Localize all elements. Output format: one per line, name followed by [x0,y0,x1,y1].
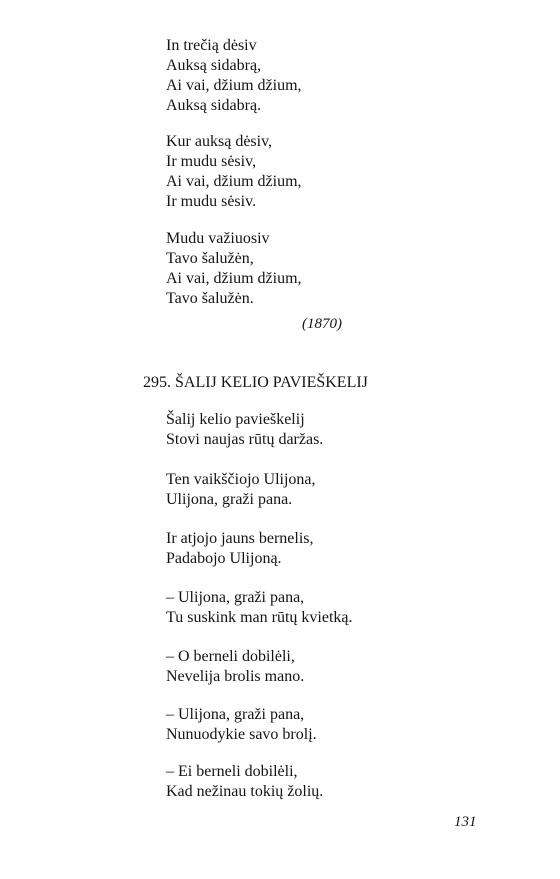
stanza [166,132,302,212]
verse-line: Kur auksą dėsiv, [166,133,273,150]
stanza [166,529,314,569]
verse-line: Nunuodykie savo brolį. [166,726,317,743]
verse-line: Ai vai, džium džium, [166,77,302,94]
verse-line: Tu suskink man rūtų kvietką. [166,609,353,626]
page-number: 131 [454,814,477,830]
verse-line: Auksą sidabrą, [166,57,262,74]
verse-line: Nevelija brolis mano. [166,668,305,685]
stanza [166,647,304,687]
verse-line: Ir atjojo jauns bernelis, [166,530,314,547]
verse-line: In trečią dėsiv [166,37,257,54]
stanza [166,36,302,116]
poem-year: (1870) [302,316,342,332]
verse-line: Mudu važiuosiv [166,230,270,247]
verse-line: Ai vai, džium džium, [166,270,302,287]
verse-line: Ulijona, graži pana. [166,491,293,508]
stanza [166,705,317,745]
stanza [166,762,323,802]
verse-line: Tavo šalužėn, [166,250,254,267]
song-title: 295. ŠALIJ KELIO PAVIEŠKELIJ [143,374,368,391]
verse-line: Padabojo Ulijoną. [166,550,282,567]
verse-line: Auksą sidabrą. [166,97,262,114]
stanza [166,229,302,309]
verse-line: – Ulijona, graži pana, [166,589,305,606]
verse-line: – O berneli dobilėli, [166,648,295,665]
verse-line: Stovi naujas rūtų daržas. [166,431,324,448]
verse-line: – Ulijona, graži pana, [166,706,305,723]
verse-line: Šalij kelio pavieškelij [166,411,305,428]
verse-line: Ir mudu sėsiv, [166,153,257,170]
stanza [166,588,353,628]
verse-line: Ai vai, džium džium, [166,173,302,190]
verse-line: Ten vaikščiojo Ulijona, [166,471,316,488]
verse-line: Tavo šalužėn. [166,290,254,307]
verse-line: – Ei berneli dobilėli, [166,763,298,780]
verse-line: Kad nežinau tokių žolių. [166,783,324,800]
stanza [166,410,323,450]
verse-line: Ir mudu sėsiv. [166,193,257,210]
stanza [166,470,316,510]
